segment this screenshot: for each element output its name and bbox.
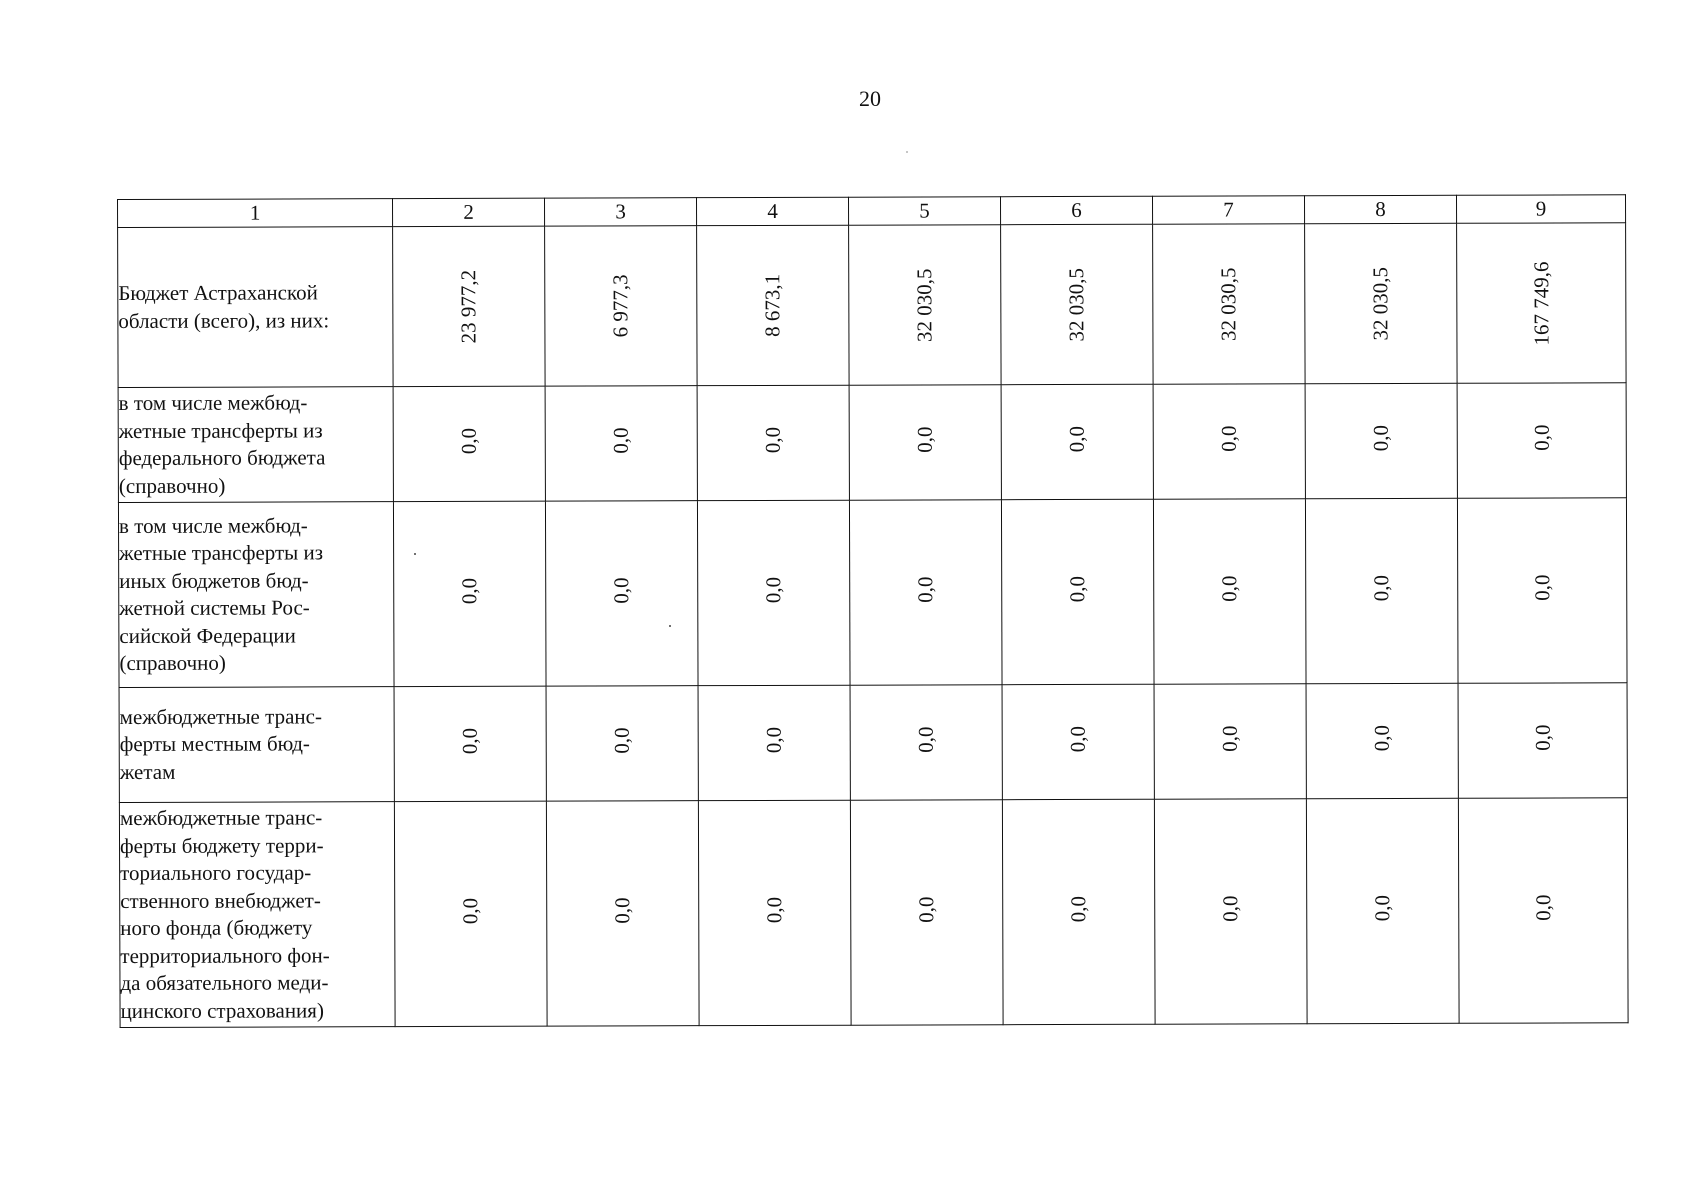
value-text: 0,0 (1065, 575, 1090, 603)
value-text: 0,0 (760, 426, 785, 454)
header-cell: 5 (848, 197, 1000, 225)
value-text: 0,0 (1368, 424, 1393, 452)
row-label: в том числе межбюд- жетные трансферты из федерального бюджета (справочно) (118, 387, 393, 503)
header-cell: 1 (118, 199, 393, 228)
value-cell (697, 225, 850, 385)
row-label: Бюджет Астраханской области (всего), из них: (118, 227, 394, 388)
value-text: 0,0 (1369, 724, 1394, 752)
value-text: 0,0 (1216, 425, 1241, 452)
value-cell (698, 685, 850, 800)
value-text: 0,0 (609, 577, 634, 604)
value-text: 32 030,5 (912, 268, 937, 342)
page-number: 20 (859, 86, 881, 111)
value-text: 0,0 (761, 726, 786, 754)
table-row (118, 498, 1627, 688)
table-row (118, 223, 1626, 388)
row-label: межбюджетные транс- ферты бюджету терри- ториального государ- ственного внебюджет- ного фонда (бюджету территориального фон- да обязательного меди- цинского страхования) (119, 802, 395, 1028)
value-text: 8 673,1 (760, 273, 785, 337)
value-text: 0,0 (1530, 894, 1555, 921)
value-cell (1153, 224, 1306, 384)
value-text: 0,0 (457, 577, 482, 605)
value-cell (393, 386, 545, 501)
value-cell (1306, 683, 1458, 798)
header-cell: 4 (696, 197, 848, 225)
value-cell (393, 501, 546, 686)
value-cell (394, 686, 546, 801)
value-cell (1306, 798, 1459, 1023)
value-cell (1001, 384, 1153, 499)
value-cell (697, 385, 849, 500)
value-cell (546, 801, 699, 1026)
value-text: 0,0 (1066, 895, 1091, 923)
budget-table-container (117, 194, 1628, 1028)
row-label: в том числе межбюд- жетные трансферты из иных бюджетов бюд- жетной системы Рос- сийской Федерации (справочно) (118, 502, 394, 688)
value-text: 0,0 (1529, 424, 1554, 451)
value-text: 0,0 (912, 426, 937, 453)
value-cell (1153, 499, 1306, 684)
value-cell (1305, 223, 1458, 383)
table-row (118, 383, 1626, 503)
value-cell (849, 500, 1002, 685)
value-cell (1154, 799, 1307, 1024)
value-text: 32 030,5 (1368, 266, 1393, 341)
row-label: межбюджетные транс- ферты местным бюд- жетам (119, 687, 394, 803)
value-cell (1153, 384, 1305, 499)
value-text: 32 030,5 (1216, 267, 1241, 341)
value-cell (393, 226, 546, 386)
scan-speck (669, 625, 671, 627)
value-cell (849, 385, 1001, 500)
value-text: 0,0 (1217, 725, 1242, 752)
value-cell (850, 685, 1002, 800)
value-text: 0,0 (456, 427, 481, 455)
header-cell: 3 (544, 198, 696, 226)
value-cell (1305, 498, 1458, 683)
header-cell: 6 (1000, 196, 1152, 224)
value-text: 167 749,6 (1528, 260, 1553, 346)
header-cell: 8 (1304, 195, 1456, 223)
scan-speck (906, 151, 908, 153)
value-text: 0,0 (608, 427, 633, 454)
value-text: 23 977,2 (456, 269, 481, 344)
header-cell: 2 (393, 198, 545, 226)
value-cell (1001, 224, 1154, 384)
value-cell (1457, 383, 1626, 499)
value-text: 0,0 (1217, 575, 1242, 602)
value-cell (697, 500, 850, 685)
value-cell (850, 800, 1003, 1025)
header-cell: 9 (1456, 195, 1625, 224)
value-text: 0,0 (1370, 894, 1395, 922)
value-text: 6 977,3 (608, 274, 633, 338)
value-cell (546, 686, 698, 801)
value-text: 0,0 (762, 896, 787, 924)
value-cell (1001, 499, 1154, 684)
value-cell (545, 501, 698, 686)
value-text: 0,0 (609, 727, 634, 754)
value-text: 0,0 (914, 896, 939, 923)
value-text: 0,0 (1064, 425, 1089, 453)
value-text: 0,0 (1218, 895, 1243, 922)
value-cell (545, 386, 697, 501)
value-cell (1458, 683, 1627, 799)
value-text: 0,0 (1065, 725, 1090, 753)
value-text: 0,0 (1369, 574, 1394, 602)
table-row (119, 798, 1628, 1028)
header-cell: 7 (1152, 196, 1304, 224)
table-row (119, 683, 1627, 803)
value-text: 0,0 (610, 897, 635, 924)
scan-speck (414, 553, 416, 555)
value-cell (849, 225, 1002, 385)
value-text: 0,0 (1530, 724, 1555, 751)
value-cell (1002, 684, 1154, 799)
value-cell (1154, 684, 1306, 799)
value-text: 0,0 (761, 576, 786, 604)
value-cell (1457, 223, 1627, 384)
value-cell (1305, 383, 1457, 498)
value-text: 0,0 (1529, 574, 1554, 601)
value-text: 0,0 (913, 576, 938, 603)
value-cell (1002, 799, 1155, 1024)
value-text: 0,0 (913, 726, 938, 753)
value-cell (1457, 498, 1627, 684)
value-text: 0,0 (457, 727, 482, 755)
budget-table (117, 194, 1629, 1028)
value-cell (394, 801, 547, 1026)
value-text: 0,0 (458, 897, 483, 925)
value-cell (1458, 798, 1628, 1024)
value-text: 32 030,5 (1064, 267, 1089, 342)
value-cell (698, 800, 851, 1025)
value-cell (545, 226, 698, 386)
